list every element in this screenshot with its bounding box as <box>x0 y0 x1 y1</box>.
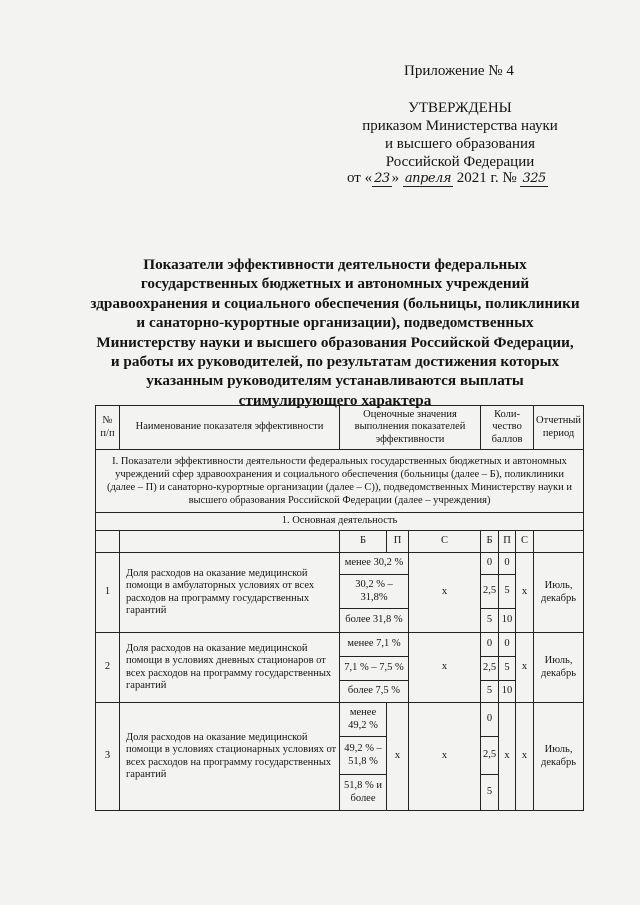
approval-line: Российской Федерации <box>385 154 535 170</box>
subheader-p: П <box>387 531 409 553</box>
subsection-row <box>96 513 584 531</box>
value-range: менее 30,2 % <box>340 553 409 575</box>
value-range: 7,1 % – 7,5 % <box>340 657 409 681</box>
subheader-b: Б <box>340 531 387 553</box>
points-c: x <box>516 553 534 633</box>
reporting-period: Июль, декабрь <box>534 553 584 633</box>
table-row <box>96 703 584 737</box>
header-num: № п/п <box>96 406 120 450</box>
table-header-row <box>96 406 584 450</box>
handwritten-number: 325 <box>522 171 546 186</box>
row-number: 3 <box>96 703 120 811</box>
value-p: x <box>387 703 409 811</box>
approval-line: и высшего образования <box>385 136 535 152</box>
points-b: 0 <box>481 703 499 737</box>
subheader-c: С <box>409 531 481 553</box>
section-row <box>96 450 584 513</box>
year-text: 2021 г. № <box>456 170 517 186</box>
subheader-c-points: С <box>516 531 534 553</box>
approval-block <box>330 99 590 171</box>
title-line: государственных бюджетных и автономных учреждений <box>140 275 530 293</box>
indicator-name: Доля расходов на оказание медицинской помощи в амбулаторных условиях от всех расходов на программу государственных гарантий <box>120 553 340 633</box>
section-title: I. Показатели эффективности деятельности федеральных государственных бюджетных и автономных учреждений сфер здравоохранения и социального обеспечения (больницы (далее – Б), поликлиники (далее – П) и санаторно-курортные организации (далее – С)), подведомственных Министерству науки и высшего образования Российской Федерации (далее – учреждения) <box>96 450 584 513</box>
indicator-name: Доля расходов на оказание медицинской помощи в условиях стационарных условиях от всех расходов на программу государственных гарантий <box>120 703 340 811</box>
points-b: 5 <box>481 775 499 811</box>
document-title <box>85 255 585 410</box>
subsection-title: 1. Основная деятельность <box>96 513 584 531</box>
points-b: 2,5 <box>481 575 499 609</box>
row-number: 2 <box>96 633 120 703</box>
title-line: здравоохранения и социального обеспечения (больницы, поликлиники <box>90 294 580 312</box>
points-b: 2,5 <box>481 657 499 681</box>
date-prefix: от « <box>347 170 373 186</box>
points-b: 5 <box>481 609 499 633</box>
indicators-table <box>95 405 584 811</box>
title-line: и работы их руководителей, по результатам достижения которых <box>110 353 560 371</box>
title-line: указанным руководителям устанавливаются выплаты <box>146 372 524 390</box>
indicator-name: Доля расходов на оказание медицинской помощи в условиях дневных стационаров от всех расходов на программу государственных гарантий <box>120 633 340 703</box>
points-b: 5 <box>481 681 499 703</box>
date-quote: » <box>391 170 400 186</box>
subheader-row <box>96 531 584 553</box>
value-range: более 7,5 % <box>340 681 409 703</box>
points-c: x <box>516 633 534 703</box>
value-c: x <box>409 553 481 633</box>
title-line: стимулирующего характера <box>238 391 432 409</box>
appendix-label: Приложение № 4 <box>404 63 514 79</box>
value-range: 51,8 % и более <box>340 775 387 811</box>
points-b: 2,5 <box>481 737 499 775</box>
header-period: Отчетный период <box>534 406 584 450</box>
title-line: Показатели эффективности деятельности федеральных <box>143 256 527 273</box>
handwritten-day: 23 <box>374 171 390 186</box>
order-date-line <box>347 170 548 187</box>
points-p: 10 <box>499 681 516 703</box>
value-range: 30,2 % – 31,8% <box>340 575 409 609</box>
subheader-empty <box>534 531 584 553</box>
header-values: Оценочные значения выполнения показателей эффективности <box>340 406 481 450</box>
value-c: x <box>409 633 481 703</box>
points-p: x <box>499 703 516 811</box>
subheader-empty <box>96 531 120 553</box>
points-c: x <box>516 703 534 811</box>
table-row <box>96 553 584 575</box>
value-range: 49,2 % – 51,8 % <box>340 737 387 775</box>
reporting-period: Июль, декабрь <box>534 633 584 703</box>
points-p: 5 <box>499 575 516 609</box>
title-line: Министерству науки и высшего образования Российской Федерации, <box>96 333 574 351</box>
points-p: 5 <box>499 657 516 681</box>
subheader-b-points: Б <box>481 531 499 553</box>
table-row <box>96 633 584 657</box>
points-b: 0 <box>481 633 499 657</box>
points-p: 10 <box>499 609 516 633</box>
subheader-p-points: П <box>499 531 516 553</box>
reporting-period: Июль, декабрь <box>534 703 584 811</box>
value-c: x <box>409 703 481 811</box>
approval-line: приказом Министерства науки <box>362 118 558 134</box>
approval-line: УТВЕРЖДЕНЫ <box>408 100 512 116</box>
header-name: Наименование показателя эффективности <box>120 406 340 450</box>
value-range: более 31,8 % <box>340 609 409 633</box>
points-p: 0 <box>499 553 516 575</box>
value-range: менее 7,1 % <box>340 633 409 657</box>
title-line: и санаторно-курортные организации), подведомственных <box>136 314 534 332</box>
points-p: 0 <box>499 633 516 657</box>
points-b: 0 <box>481 553 499 575</box>
handwritten-month: апреля <box>404 171 451 186</box>
value-range: менее 49,2 % <box>340 703 387 737</box>
header-points: Коли-чество баллов <box>481 406 534 450</box>
subheader-empty <box>120 531 340 553</box>
row-number: 1 <box>96 553 120 633</box>
